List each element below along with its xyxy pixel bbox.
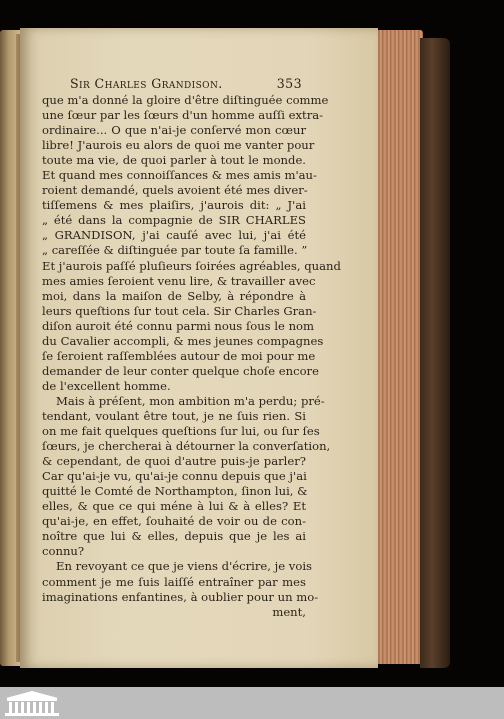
library-building-icon: [2, 689, 62, 717]
running-header: [70, 76, 302, 94]
text-line: „ été dans la compagnie de SIR CHARLES: [42, 213, 306, 228]
text-line: mes amies ſeroient venu lire, & travailler avec: [42, 273, 316, 288]
text-line: connu?: [42, 544, 85, 559]
text-line: quitté le Comté de Northampton, ſinon lui, &: [42, 484, 308, 499]
text-line: libre! J'aurois eu alors de quoi me vanter pour: [42, 138, 315, 153]
text-line: demander de leur conter quelque choſe encore: [42, 363, 319, 378]
text-line: & cependant, de quoi d'autre puis-je parler?: [42, 454, 306, 469]
running-title: Sir Charles Grandison.: [70, 76, 223, 91]
page-number: 353: [276, 76, 302, 91]
text-line: ordinaire... O que n'ai-je conſervé mon cœur: [42, 123, 306, 138]
library-banner: [0, 687, 504, 719]
text-line: roient demandé, quels avoient été mes diver-: [42, 183, 308, 198]
text-line: tendant, voulant être tout, je ne ſuis rien. Si: [42, 408, 306, 423]
text-line: moi, dans la maiſon de Selby, à répondre à: [42, 288, 306, 303]
text-line: Car qu'ai-je vu, qu'ai-je connu depuis que j'ai: [42, 469, 307, 484]
text-line: „ GRANDISON, j'ai cauſé avec lui, j'ai été: [42, 228, 306, 243]
text-line: on me fait quelques queſtions ſur lui, ou ſur ſes: [42, 424, 320, 439]
text-line: de l'excellent homme.: [42, 378, 171, 393]
text-line: une ſœur par les ſœurs d'un homme auſſi extra-: [42, 108, 324, 123]
text-line: qu'ai-je, en effet, ſouhaité de voir ou de con-: [42, 514, 306, 529]
text-line: ſe ſeroient raſſemblées autour de moi pour me: [42, 348, 316, 363]
text-line: „ careſſée & diſtinguée par toute ſa famille. ”: [42, 243, 308, 258]
text-line: diſon auroit été connu parmi nous ſous le nom: [42, 318, 315, 333]
text-line: ſœurs, je chercherai à détourner la converſation,: [42, 439, 331, 454]
text-line: imaginations enfantines, à oublier pour un mo-: [42, 589, 319, 604]
text-line: Et quand mes connoiſſances & mes amis m'au-: [42, 168, 317, 183]
text-line: Et j'aurois paſſé pluſieurs ſoirées agréables, quand: [42, 258, 341, 273]
text-line: que m'a donné la gloire d'être diſtinguée comme: [42, 93, 329, 107]
page-text: [42, 93, 341, 620]
text-line: noître que lui & elles, depuis que je les ai: [42, 529, 306, 544]
text-line: ment,: [272, 604, 306, 619]
book-cover: [420, 38, 450, 668]
text-line: du Cavalier accompli, & mes jeunes compagnes: [42, 333, 324, 348]
text-line: comment je me ſuis laiſſé entraîner par mes: [42, 574, 306, 589]
text-line: En revoyant ce que je viens d'écrire, je vois: [56, 559, 312, 574]
text-line: leurs queſtions ſur tout cela. Sir Charles Gran-: [42, 303, 317, 318]
text-line: Mais à préſent, mon ambition m'a perdu; pré-: [56, 393, 325, 408]
text-line: toute ma vie, de quoi parler à tout le monde.: [42, 153, 306, 168]
book-fore-edge: [375, 30, 423, 664]
text-line: tiſſemens & mes plaiſirs, j'aurois dit: „ J'ai: [42, 198, 306, 213]
text-line: elles, & que ce qui méne à lui & à elles? Et: [42, 499, 306, 514]
